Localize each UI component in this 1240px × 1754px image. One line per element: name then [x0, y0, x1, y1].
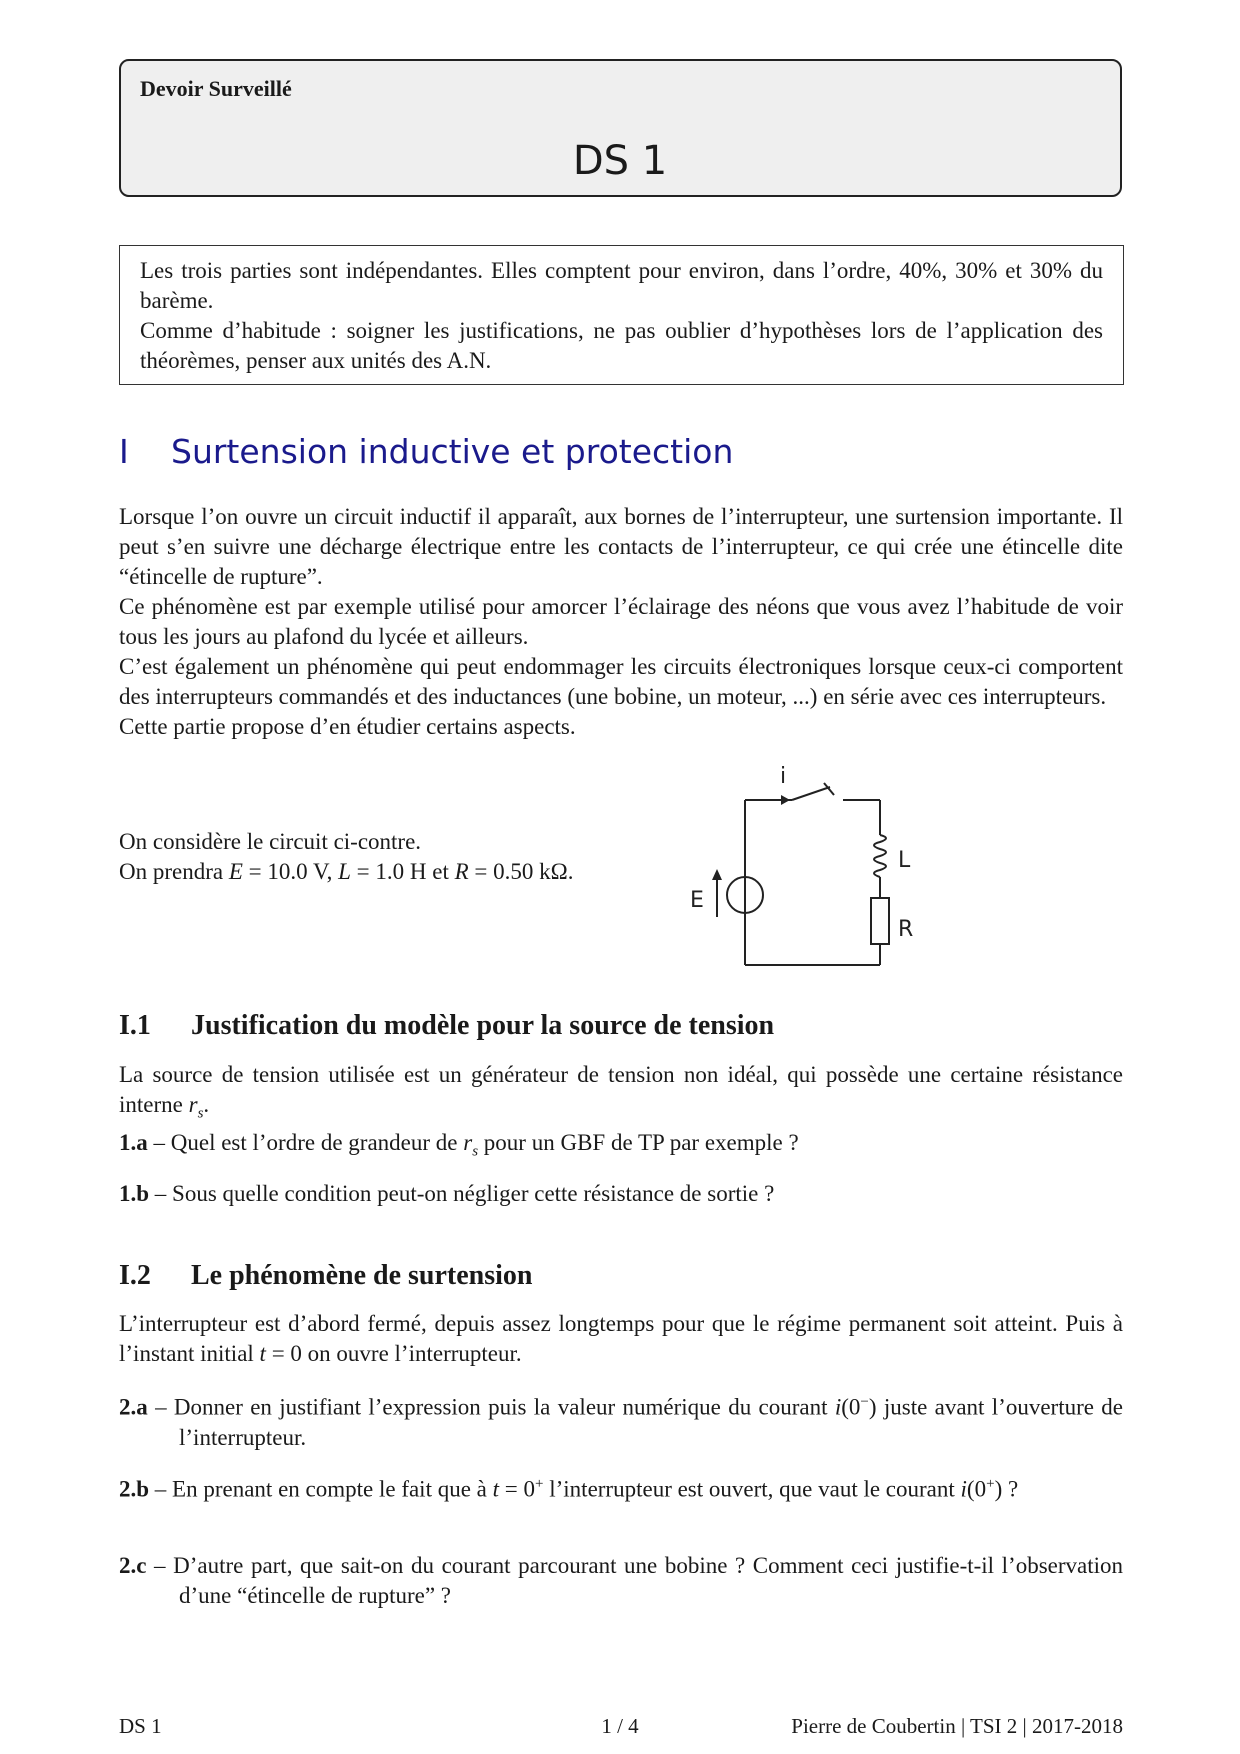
current-arrow-icon: [781, 795, 790, 805]
question-2b: 2.b – En prenant en compte le fait que à t = 0+ l’interrupteur est ouvert, que vaut le courant i(0+) ?: [119, 1476, 1019, 1502]
circuit-description: [119, 827, 579, 887]
subsection-title: [119, 1260, 532, 1292]
circuit-intro: On considère le circuit ci-contre.: [119, 829, 422, 854]
circuit-values: On prendra E = 10.0 V, L = 1.0 H et R = 0.50 kΩ.: [119, 859, 574, 884]
page-number: 1 / 4: [601, 1714, 639, 1738]
paragraph: Cette partie propose d’en étudier certains aspects.: [119, 714, 576, 739]
question-1a: 1.a – Quel est l’ordre de grandeur de $r_s$ pour un GBF de TP par exemple ?: [119, 1130, 799, 1160]
voltage-arrowhead-icon: [712, 869, 722, 880]
subsection-title: [119, 1010, 774, 1042]
label-L: L: [898, 848, 911, 873]
paragraph: Lorsque l’on ouvre un circuit inductif il apparaît, aux bornes de l’interrupteur, une surtension importante. Il peut s’en suivre une décharge électrique entre les contacts de l’interrupteur, ce qui crée une étincelle dite “étincelle de rupture”.: [119, 504, 1123, 589]
subsection-text: La source de tension utilisée est un générateur de tension non idéal, qui possède une certaine résistance interne $r_s$.: [119, 1062, 1123, 1122]
footer-left: DS 1: [119, 1714, 162, 1738]
inductor-icon: [874, 835, 886, 877]
subsection-number: I.2: [119, 1260, 151, 1291]
label-E: E: [690, 888, 704, 913]
question-2a: 2.a – Donner en justifiant l’expression puis la valeur numérique du courant i(0−) juste avant l’ouverture de l’interrupteur.: [119, 1394, 1123, 1450]
subsection-heading: Justification du modèle pour la source de tension: [191, 1010, 775, 1041]
paragraph: Ce phénomène est par exemple utilisé pour amorcer l’éclairage des néons que vous avez l’habitude de voir tous les jours au plafond du lycée et ailleurs.: [119, 594, 1123, 649]
circuit-diagram: [680, 765, 940, 980]
question-2c: 2.c – D’autre part, que sait-on du courant parcourant une bobine ? Comment ceci justifie-t-il l’observation d’une “étincelle de rupture” ?: [119, 1553, 1123, 1608]
switch-blade: [792, 787, 830, 800]
doc-title: DS 1: [572, 138, 668, 184]
subsection-text: L’interrupteur est d’abord fermé, depuis assez longtemps pour que le régime permanent soit atteint. Puis à l’instant initial t = 0 on ouvre l’interrupteur.: [119, 1311, 1123, 1366]
subsection-heading: Le phénomène de surtension: [191, 1260, 533, 1291]
instructions-line-1: Les trois parties sont indépendantes. Elles comptent pour environ, dans l’ordre, 40%, 30% et 30% du barème.: [140, 258, 1103, 313]
doc-type: Devoir Surveillé: [140, 76, 292, 101]
section-heading: Surtension inductive et protection: [171, 432, 734, 471]
resistor-icon: [871, 898, 889, 944]
subsection-number: I.1: [119, 1010, 151, 1041]
section-number: I: [119, 432, 129, 471]
footer-right: Pierre de Coubertin | TSI 2 | 2017-2018: [791, 1714, 1123, 1738]
question-1b: 1.b – Sous quelle condition peut-on négliger cette résistance de sortie ?: [119, 1181, 775, 1206]
instructions-line-2: Comme d’habitude : soigner les justifications, ne pas oublier d’hypothèses lors de l’application des théorèmes, penser aux unités des A.N.: [140, 318, 1103, 373]
section-title: [119, 432, 733, 471]
instructions-box: [119, 245, 1124, 385]
section-intro: [119, 502, 1123, 742]
label-i: i: [780, 765, 787, 789]
label-R: R: [898, 917, 914, 942]
paragraph: C’est également un phénomène qui peut endommager les circuits électroniques lorsque ceux-ci comportent des interrupteurs commandés et des inductances (une bobine, un moteur, ...) en série avec ces interrupteurs.: [119, 654, 1123, 709]
